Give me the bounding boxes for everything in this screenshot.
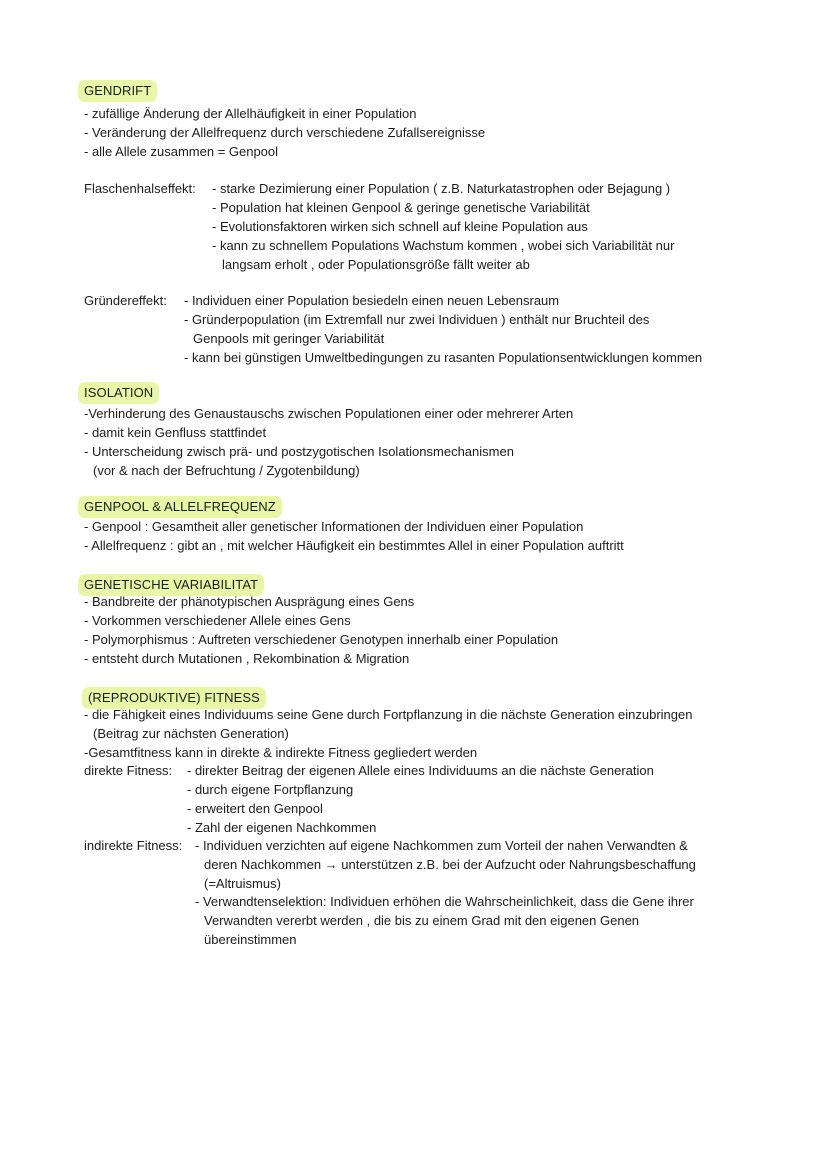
fitness-line: (Beitrag zur nächsten Generation)	[93, 726, 289, 741]
gendrift-bullet: - Veränderung der Allelfrequenz durch verschiedene Zufallsereignisse	[84, 125, 486, 140]
variabilitaet-line: - entsteht durch Mutationen , Rekombination & Migration	[84, 651, 410, 666]
gendrift-bullet: - zufällige Änderung der Allelhäufigkeit in einer Population	[84, 106, 417, 121]
heading-fitness: (REPRODUKTIVE) FITNESS	[82, 687, 266, 709]
isolation-line: - damit kein Genfluss stattfindet	[84, 425, 267, 440]
genpool-line: - Genpool : Gesamtheit aller genetischer Informationen der Individuen einer Population	[84, 519, 584, 534]
gruender-line: - Individuen einer Population besiedeln einen neuen Lebensraum	[184, 293, 560, 308]
fitness-line: -Gesamtfitness kann in direkte & indirekte Fitness gegliedert werden	[84, 745, 478, 760]
variabilitaet-line: - Polymorphismus : Auftreten verschiedener Genotypen innerhalb einer Population	[84, 632, 559, 647]
flaschenhals-line: - starke Dezimierung einer Population ( z.B. Naturkatastrophen oder Bejagung )	[212, 181, 671, 196]
flaschenhals-line: - Evolutionsfaktoren wirken sich schnell auf kleine Population aus	[212, 219, 588, 234]
indirekt-label: indirekte Fitness:	[84, 838, 183, 853]
heading-isolation: ISOLATION	[78, 382, 159, 404]
heading-genpool: GENPOOL & ALLELFREQUENZ	[78, 496, 282, 518]
indirekt-line: (=Altruismus)	[204, 876, 281, 891]
gruender-label: Gründereffekt:	[84, 293, 167, 308]
direkt-line: - durch eigene Fortpflanzung	[187, 782, 354, 797]
flaschenhals-line: langsam erholt , oder Populationsgröße fällt weiter ab	[222, 257, 530, 272]
direkt-line: - Zahl der eigenen Nachkommen	[187, 820, 377, 835]
gruender-line: Genpools mit geringer Variabilität	[193, 331, 385, 346]
indirekt-line: - Individuen verzichten auf eigene Nachkommen zum Vorteil der nahen Verwandten &	[195, 838, 688, 853]
gruender-line: - kann bei günstigen Umweltbedingungen zu rasanten Populationsentwicklungen kommen	[184, 350, 703, 365]
flaschenhals-line: - Population hat kleinen Genpool & geringe genetische Variabilität	[212, 200, 590, 215]
genpool-line: - Allelfrequenz : gibt an , mit welcher Häufigkeit ein bestimmtes Allel in einer Population auftritt	[84, 538, 624, 553]
isolation-line: -Verhinderung des Genaustauschs zwischen Populationen einer oder mehrerer Arten	[84, 406, 574, 421]
gendrift-bullet: - alle Allele zusammen = Genpool	[84, 144, 279, 159]
isolation-line: - Unterscheidung zwisch prä- und postzygotischen Isolationsmechanismen	[84, 444, 514, 459]
direkt-label: direkte Fitness:	[84, 763, 173, 778]
flaschenhals-label: Flaschenhalseffekt:	[84, 181, 196, 196]
flaschenhals-line: - kann zu schnellem Populations Wachstum kommen , wobei sich Variabilität nur	[212, 238, 675, 253]
variabilitaet-line: - Bandbreite der phänotypischen Ausprägung eines Gens	[84, 594, 415, 609]
isolation-line: (vor & nach der Befruchtung / Zygotenbildung)	[93, 463, 360, 478]
direkt-line: - erweitert den Genpool	[187, 801, 323, 816]
heading-gendrift: GENDRIFT	[78, 80, 157, 102]
direkt-line: - direkter Beitrag der eigenen Allele eines Individuums an die nächste Generation	[187, 763, 654, 778]
indirekt-line: - Verwandtenselektion: Individuen erhöhen die Wahrscheinlichkeit, dass die Gene ihrer	[195, 894, 694, 909]
variabilitaet-line: - Vorkommen verschiedener Allele eines Gens	[84, 613, 351, 628]
heading-variabilitaet: GENETISCHE VARIABILITAT	[78, 574, 264, 596]
indirekt-line: deren Nachkommen → unterstützen z.B. bei der Aufzucht oder Nahrungsbeschaffung	[204, 857, 696, 872]
indirekt-line: Verwandten vererbt werden , die bis zu einem Grad mit den eigenen Genen	[204, 913, 640, 928]
gruender-line: - Gründerpopulation (im Extremfall nur zwei Individuen ) enthält nur Bruchteil des	[184, 312, 650, 327]
fitness-line: - die Fähigkeit eines Individuums seine Gene durch Fortpflanzung in die nächste Generation einzubringen	[84, 707, 693, 722]
indirekt-line: übereinstimmen	[204, 932, 297, 947]
